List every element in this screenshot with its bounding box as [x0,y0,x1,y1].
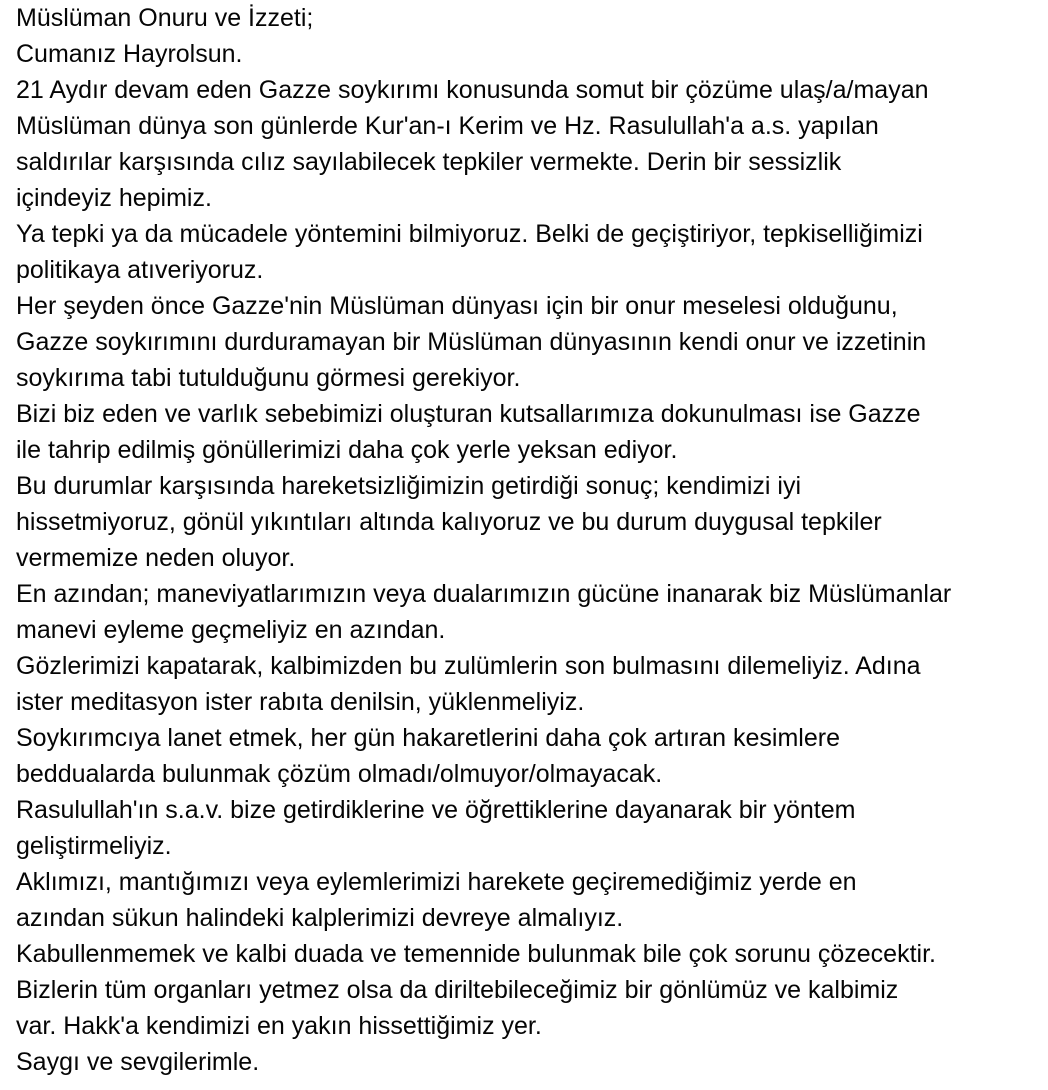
post-line: azından sükun halindeki kalplerimizi devreye almalıyız. [16,904,624,932]
post-line: Bu durumlar karşısında hareketsizliğimizin getirdiği sonuç; kendimizi iyi [16,472,802,500]
post-line: Rasulullah'ın s.a.v. bize getirdiklerine ve öğrettiklerine dayanarak bir yöntem [16,796,856,824]
post-line: Gözlerimizi kapatarak, kalbimizden bu zulümlerin son bulmasını dilemeliyiz. Adına [16,652,921,680]
post-line: En azından; maneviyatlarımızın veya dualarımızın gücüne inanarak biz Müslümanlar [16,580,952,608]
post-line: Kabullenmemek ve kalbi duada ve temennide bulunmak bile çok sorunu çözecektir. [16,940,936,968]
post-line: Soykırımcıya lanet etmek, her gün hakaretlerini daha çok artıran kesimlere [16,724,840,752]
post-line: ister meditasyon ister rabıta denilsin, yüklenmeliyiz. [16,688,585,716]
post-line: Müslüman Onuru ve İzzeti; [16,4,314,32]
post-line: Aklımızı, mantığımızı veya eylemlerimizi harekete geçiremediğimiz yerde en [16,868,857,896]
post-line: geliştirmeliyiz. [16,832,172,860]
post-body [16,0,1042,1080]
post-line: vermemize neden oluyor. [16,544,296,572]
post-line: hissetmiyoruz, gönül yıkıntıları altında kalıyoruz ve bu durum duygusal tepkiler [16,508,882,536]
post-line: Cumanız Hayrolsun. [16,40,243,68]
post-line: soykırıma tabi tutulduğunu görmesi gerekiyor. [16,364,521,392]
post-line: saldırılar karşısında cılız sayılabilecek tepkiler vermekte. Derin bir sessizlik [16,148,842,176]
post-line: Bizi biz eden ve varlık sebebimizi oluşturan kutsallarımıza dokunulması ise Gazze [16,400,921,428]
post-line: beddualarda bulunmak çözüm olmadı/olmuyor/olmayacak. [16,760,663,788]
post-line: manevi eyleme geçmeliyiz en azından. [16,616,446,644]
post-line: Bizlerin tüm organları yetmez olsa da diriltebileceğimiz bir gönlümüz ve kalbimiz [16,976,899,1004]
post-line: ile tahrip edilmiş gönüllerimizi daha çok yerle yeksan ediyor. [16,436,678,464]
post-line: Saygı ve sevgilerimle. [16,1048,260,1076]
post-line: 21 Aydır devam eden Gazze soykırımı konusunda somut bir çözüme ulaş/a/mayan [16,76,929,104]
post-line: politikaya atıveriyoruz. [16,256,264,284]
post-line: Gazze soykırımını durduramayan bir Müslüman dünyasının kendi onur ve izzetinin [16,328,927,356]
post-line: Müslüman dünya son günlerde Kur'an-ı Kerim ve Hz. Rasulullah'a a.s. yapılan [16,112,879,140]
post-line: Ya tepki ya da mücadele yöntemini bilmiyoruz. Belki de geçiştiriyor, tepkiselliğimizi [16,220,923,248]
post-line: Her şeyden önce Gazze'nin Müslüman dünyası için bir onur meselesi olduğunu, [16,292,898,320]
post-line: var. Hakk'a kendimizi en yakın hissettiğimiz yer. [16,1012,542,1040]
post-line: içindeyiz hepimiz. [16,184,212,212]
